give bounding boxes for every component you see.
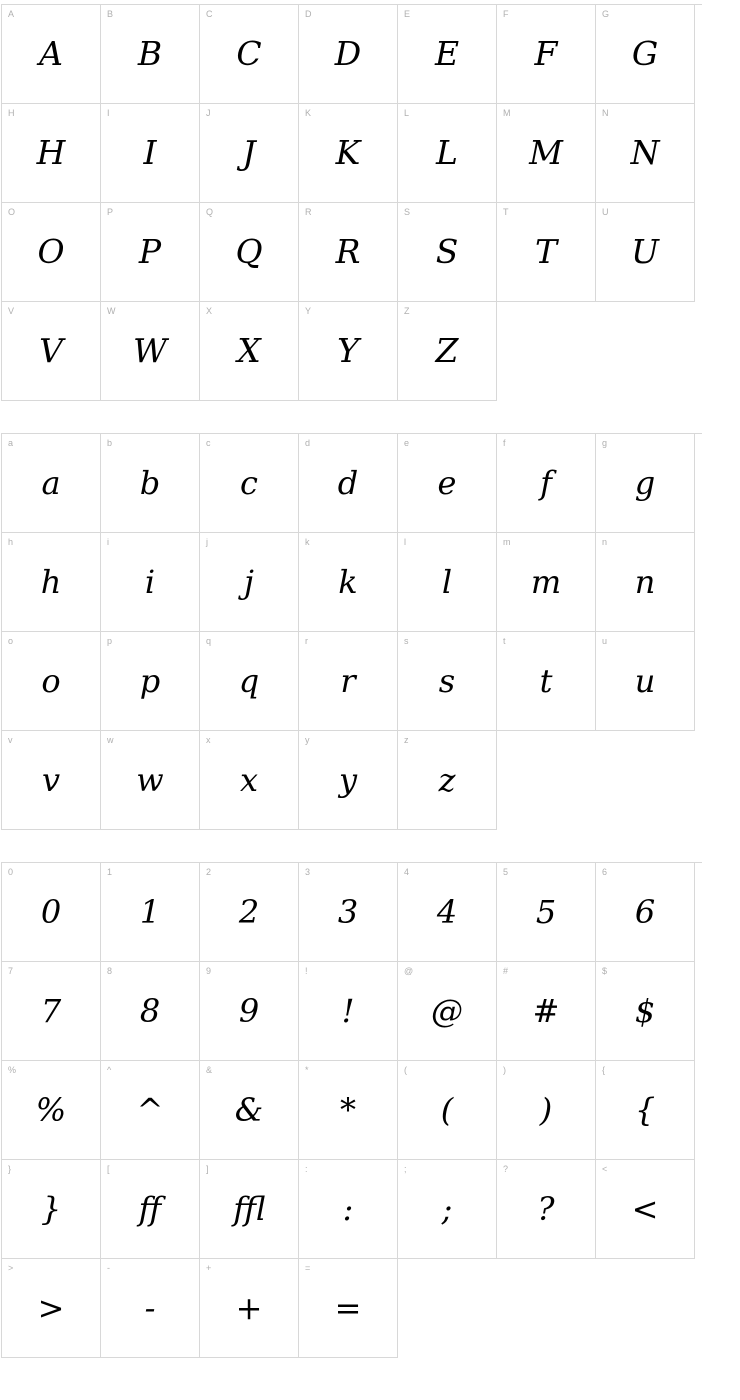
glyph-code-label: 6 bbox=[602, 867, 608, 877]
glyph-code-label: 5 bbox=[503, 867, 509, 877]
glyph-cell[interactable] bbox=[200, 962, 299, 1061]
glyph-character: J bbox=[242, 133, 256, 172]
glyph-code-label: Q bbox=[206, 207, 214, 217]
glyph-cell[interactable] bbox=[596, 533, 695, 632]
glyph-cell[interactable] bbox=[398, 632, 497, 731]
glyph-code-label: s bbox=[404, 636, 409, 646]
glyph-cell[interactable] bbox=[299, 104, 398, 203]
glyph-code-label: u bbox=[602, 636, 608, 646]
glyph-cell[interactable] bbox=[200, 434, 299, 533]
glyph-character: w bbox=[136, 761, 164, 799]
glyph-character: ffl bbox=[233, 1190, 265, 1228]
glyph-code-label: } bbox=[8, 1164, 12, 1174]
glyph-cell[interactable] bbox=[2, 962, 101, 1061]
glyph-code-label: W bbox=[107, 306, 116, 316]
glyph-cell[interactable] bbox=[299, 962, 398, 1061]
lowercase-glyph-grid bbox=[1, 433, 702, 830]
glyph-code-label: J bbox=[206, 108, 211, 118]
glyph-code-label: C bbox=[206, 9, 213, 19]
glyph-cell[interactable] bbox=[398, 5, 497, 104]
glyph-cell[interactable] bbox=[497, 434, 596, 533]
glyph-character: } bbox=[40, 1190, 62, 1228]
glyph-character: 9 bbox=[238, 992, 260, 1030]
glyph-character: b bbox=[139, 464, 161, 502]
glyph-cell[interactable] bbox=[398, 863, 497, 962]
glyph-cell[interactable] bbox=[299, 632, 398, 731]
glyph-code-label: ? bbox=[503, 1164, 509, 1174]
glyph-character: 0 bbox=[40, 893, 62, 931]
glyph-character: o bbox=[41, 662, 61, 700]
glyph-character: 7 bbox=[40, 992, 62, 1030]
glyph-character: * bbox=[340, 1091, 356, 1129]
glyph-character: R bbox=[335, 232, 361, 271]
glyph-cell[interactable] bbox=[398, 1160, 497, 1259]
glyph-character: I bbox=[143, 133, 157, 172]
glyph-code-label: w bbox=[107, 735, 114, 745]
glyph-character: 6 bbox=[634, 893, 656, 931]
glyph-cell[interactable] bbox=[497, 203, 596, 302]
glyph-character: N bbox=[630, 133, 660, 172]
glyph-code-label: 8 bbox=[107, 966, 113, 976]
glyph-code-label: E bbox=[404, 9, 411, 19]
glyph-cell[interactable] bbox=[101, 863, 200, 962]
glyph-cell[interactable] bbox=[398, 533, 497, 632]
glyph-code-label: @ bbox=[404, 966, 414, 976]
glyph-cell[interactable] bbox=[101, 5, 200, 104]
glyph-cell[interactable] bbox=[497, 632, 596, 731]
glyph-code-label: p bbox=[107, 636, 113, 646]
glyph-character: ) bbox=[539, 1091, 553, 1129]
glyph-cell[interactable] bbox=[398, 434, 497, 533]
glyph-character: r bbox=[340, 662, 356, 700]
glyph-cell[interactable] bbox=[299, 203, 398, 302]
glyph-code-label: 1 bbox=[107, 867, 113, 877]
glyph-code-label: H bbox=[8, 108, 15, 118]
glyph-cell[interactable] bbox=[398, 731, 497, 830]
glyph-code-label: % bbox=[8, 1065, 17, 1075]
glyph-cell[interactable] bbox=[101, 962, 200, 1061]
glyph-cell[interactable] bbox=[2, 863, 101, 962]
glyph-character: B bbox=[137, 34, 163, 73]
glyph-cell[interactable] bbox=[2, 434, 101, 533]
glyph-cell[interactable] bbox=[299, 5, 398, 104]
glyph-cell[interactable] bbox=[2, 1259, 101, 1358]
glyph-code-label: y bbox=[305, 735, 310, 745]
glyph-character: < bbox=[631, 1190, 659, 1228]
glyph-character: { bbox=[634, 1091, 656, 1129]
glyph-cell[interactable] bbox=[200, 1259, 299, 1358]
glyph-character: u bbox=[634, 662, 656, 700]
glyph-character: l bbox=[441, 563, 453, 601]
glyph-code-label: 2 bbox=[206, 867, 212, 877]
glyph-character: L bbox=[436, 133, 458, 172]
glyph-cell[interactable] bbox=[200, 203, 299, 302]
glyph-code-label: X bbox=[206, 306, 213, 316]
glyph-code-label: 4 bbox=[404, 867, 410, 877]
glyph-cell[interactable] bbox=[101, 1160, 200, 1259]
glyph-code-label: i bbox=[107, 537, 110, 547]
glyph-code-label: n bbox=[602, 537, 608, 547]
glyph-code-label: I bbox=[107, 108, 110, 118]
glyph-character: U bbox=[631, 232, 659, 271]
glyph-code-label: ! bbox=[305, 966, 308, 976]
uppercase-glyph-grid bbox=[1, 4, 702, 401]
glyph-code-label: ; bbox=[404, 1164, 407, 1174]
glyph-code-label: { bbox=[602, 1065, 606, 1075]
glyph-cell[interactable] bbox=[200, 104, 299, 203]
glyph-code-label: + bbox=[206, 1263, 212, 1273]
glyph-code-label: 9 bbox=[206, 966, 212, 976]
glyph-code-label: m bbox=[503, 537, 511, 547]
glyph-cell[interactable] bbox=[497, 104, 596, 203]
glyph-character: K bbox=[335, 133, 361, 172]
glyph-character: W bbox=[133, 331, 167, 370]
glyph-character: @ bbox=[431, 992, 463, 1030]
glyph-character: : bbox=[342, 1190, 354, 1228]
glyph-code-label: G bbox=[602, 9, 610, 19]
glyph-cell[interactable] bbox=[200, 5, 299, 104]
glyph-character: % bbox=[35, 1091, 67, 1129]
glyph-character: p bbox=[139, 662, 161, 700]
glyph-cell[interactable] bbox=[200, 863, 299, 962]
glyph-character: F bbox=[534, 34, 558, 73]
glyph-character: M bbox=[529, 133, 563, 172]
glyph-character: D bbox=[334, 34, 362, 73]
glyph-character: y bbox=[338, 761, 358, 799]
glyph-code-label: f bbox=[503, 438, 506, 448]
glyph-code-label: * bbox=[305, 1065, 309, 1075]
glyph-character: A bbox=[39, 34, 63, 73]
glyph-character: O bbox=[37, 232, 65, 271]
glyph-character: ff bbox=[138, 1190, 162, 1228]
glyph-cell[interactable] bbox=[398, 1061, 497, 1160]
glyph-cell[interactable] bbox=[2, 5, 101, 104]
glyph-character: > bbox=[37, 1289, 65, 1327]
uppercase-section bbox=[0, 4, 740, 401]
glyph-cell[interactable] bbox=[101, 1259, 200, 1358]
glyph-cell[interactable] bbox=[398, 962, 497, 1061]
glyph-cell[interactable] bbox=[596, 104, 695, 203]
section-spacer-2 bbox=[0, 830, 740, 862]
glyph-cell[interactable] bbox=[2, 302, 101, 401]
glyph-code-label: l bbox=[404, 537, 407, 547]
glyph-code-label: & bbox=[206, 1065, 213, 1075]
glyph-character: x bbox=[239, 761, 259, 799]
glyph-code-label: ( bbox=[404, 1065, 408, 1075]
glyph-cell[interactable] bbox=[101, 302, 200, 401]
glyph-character: i bbox=[144, 563, 156, 601]
glyph-code-label: T bbox=[503, 207, 509, 217]
glyph-cell[interactable] bbox=[101, 434, 200, 533]
glyph-character: ? bbox=[537, 1190, 555, 1228]
glyph-code-label: P bbox=[107, 207, 114, 217]
glyph-cell[interactable] bbox=[200, 1160, 299, 1259]
glyph-cell[interactable] bbox=[398, 104, 497, 203]
glyph-cell[interactable] bbox=[299, 1259, 398, 1358]
glyph-cell[interactable] bbox=[2, 632, 101, 731]
glyph-cell[interactable] bbox=[299, 863, 398, 962]
glyph-cell[interactable] bbox=[101, 632, 200, 731]
glyph-character: # bbox=[532, 992, 560, 1030]
glyph-character: s bbox=[438, 662, 456, 700]
glyph-code-label: > bbox=[8, 1263, 14, 1273]
glyph-code-label: < bbox=[602, 1164, 608, 1174]
glyph-cell[interactable] bbox=[497, 1160, 596, 1259]
glyph-code-label: N bbox=[602, 108, 609, 118]
glyph-code-label: R bbox=[305, 207, 312, 217]
glyph-character: T bbox=[534, 232, 557, 271]
glyph-cell[interactable] bbox=[497, 5, 596, 104]
glyph-cell[interactable] bbox=[497, 1061, 596, 1160]
glyph-character: 2 bbox=[238, 893, 260, 931]
glyph-code-label: 3 bbox=[305, 867, 311, 877]
glyph-code-label: B bbox=[107, 9, 114, 19]
glyph-cell[interactable] bbox=[596, 632, 695, 731]
glyph-code-label: $ bbox=[602, 966, 608, 976]
glyph-cell[interactable] bbox=[2, 731, 101, 830]
glyph-cell[interactable] bbox=[596, 962, 695, 1061]
glyph-cell[interactable] bbox=[596, 203, 695, 302]
glyph-cell[interactable] bbox=[299, 434, 398, 533]
glyph-character: & bbox=[234, 1091, 264, 1129]
glyph-character: S bbox=[435, 232, 459, 271]
glyph-character: m bbox=[530, 563, 562, 601]
symbols-glyph-grid bbox=[1, 862, 702, 1358]
glyph-cell[interactable] bbox=[200, 632, 299, 731]
glyph-character: 3 bbox=[337, 893, 359, 931]
glyph-cell[interactable] bbox=[299, 302, 398, 401]
glyph-character: ( bbox=[440, 1091, 454, 1129]
glyph-character: q bbox=[238, 662, 260, 700]
glyph-character: ! bbox=[341, 992, 355, 1030]
glyph-character: d bbox=[337, 464, 359, 502]
glyph-character: Z bbox=[435, 331, 459, 370]
glyph-character: V bbox=[39, 331, 63, 370]
glyph-code-label: U bbox=[602, 207, 609, 217]
glyph-cell[interactable] bbox=[101, 104, 200, 203]
glyph-code-label: M bbox=[503, 108, 511, 118]
glyph-character: X bbox=[237, 331, 261, 370]
glyph-character: k bbox=[338, 563, 358, 601]
glyph-character: P bbox=[138, 232, 162, 271]
glyph-code-label: : bbox=[305, 1164, 308, 1174]
glyph-code-label: z bbox=[404, 735, 409, 745]
glyph-code-label: j bbox=[206, 537, 209, 547]
glyph-cell[interactable] bbox=[101, 533, 200, 632]
glyph-code-label: D bbox=[305, 9, 312, 19]
glyph-code-label: A bbox=[8, 9, 15, 19]
glyph-code-label: b bbox=[107, 438, 113, 448]
glyph-cell[interactable] bbox=[2, 1160, 101, 1259]
glyph-code-label: [ bbox=[107, 1164, 110, 1174]
glyph-code-label: g bbox=[602, 438, 608, 448]
glyph-code-label: c bbox=[206, 438, 211, 448]
glyph-cell[interactable] bbox=[299, 533, 398, 632]
glyph-character: H bbox=[36, 133, 66, 172]
glyph-character: 5 bbox=[535, 893, 557, 931]
glyph-cell[interactable] bbox=[398, 203, 497, 302]
glyph-code-label: e bbox=[404, 438, 410, 448]
glyph-character: 8 bbox=[139, 992, 161, 1030]
glyph-cell[interactable] bbox=[101, 731, 200, 830]
glyph-code-label: t bbox=[503, 636, 506, 646]
glyph-character: n bbox=[634, 563, 656, 601]
glyph-character: a bbox=[41, 464, 61, 502]
glyph-character: c bbox=[240, 464, 258, 502]
glyph-code-label: r bbox=[305, 636, 309, 646]
glyph-character: + bbox=[235, 1289, 263, 1327]
glyph-code-label: k bbox=[305, 537, 310, 547]
glyph-code-label: = bbox=[305, 1263, 311, 1273]
glyph-code-label: K bbox=[305, 108, 312, 118]
glyph-code-label: q bbox=[206, 636, 212, 646]
glyph-character: f bbox=[540, 464, 552, 502]
glyph-character: E bbox=[434, 34, 460, 73]
glyph-character: h bbox=[40, 563, 62, 601]
glyph-cell[interactable] bbox=[299, 1061, 398, 1160]
glyph-character: 1 bbox=[139, 893, 161, 931]
glyph-code-label: x bbox=[206, 735, 211, 745]
glyph-cell[interactable] bbox=[596, 1061, 695, 1160]
glyph-code-label: o bbox=[8, 636, 14, 646]
glyph-cell[interactable] bbox=[497, 863, 596, 962]
glyph-code-label: v bbox=[8, 735, 13, 745]
glyph-cell[interactable] bbox=[200, 533, 299, 632]
glyph-cell[interactable] bbox=[596, 863, 695, 962]
glyph-code-label: ^ bbox=[107, 1065, 112, 1075]
glyph-character: C bbox=[236, 34, 262, 73]
lowercase-section bbox=[0, 433, 740, 830]
glyph-character: e bbox=[437, 464, 457, 502]
glyph-code-label: h bbox=[8, 537, 14, 547]
glyph-code-label: Z bbox=[404, 306, 410, 316]
glyph-cell[interactable] bbox=[2, 533, 101, 632]
glyph-character: t bbox=[539, 662, 553, 700]
glyph-code-label: Y bbox=[305, 306, 312, 316]
glyph-cell[interactable] bbox=[497, 962, 596, 1061]
glyph-cell[interactable] bbox=[2, 203, 101, 302]
glyph-cell[interactable] bbox=[2, 1061, 101, 1160]
glyph-code-label: ] bbox=[206, 1164, 209, 1174]
symbols-section bbox=[0, 862, 740, 1358]
glyph-character: j bbox=[244, 563, 254, 601]
glyph-code-label: F bbox=[503, 9, 509, 19]
glyph-code-label: 0 bbox=[8, 867, 14, 877]
glyph-character: z bbox=[438, 761, 456, 799]
glyph-character: v bbox=[41, 761, 61, 799]
glyph-cell[interactable] bbox=[200, 731, 299, 830]
glyph-code-label: ) bbox=[503, 1065, 507, 1075]
glyph-cell[interactable] bbox=[101, 1061, 200, 1160]
glyph-cell[interactable] bbox=[596, 5, 695, 104]
glyph-cell[interactable] bbox=[200, 302, 299, 401]
glyph-character: Q bbox=[235, 232, 263, 271]
glyph-code-label: - bbox=[107, 1263, 111, 1273]
glyph-character: $ bbox=[634, 992, 656, 1030]
glyph-cell[interactable] bbox=[101, 203, 200, 302]
glyph-cell[interactable] bbox=[596, 1160, 695, 1259]
glyph-code-label: a bbox=[8, 438, 14, 448]
glyph-character: g bbox=[634, 464, 656, 502]
glyph-character: ; bbox=[441, 1190, 453, 1228]
glyph-cell[interactable] bbox=[2, 104, 101, 203]
glyph-code-label: L bbox=[404, 108, 410, 118]
glyph-code-label: O bbox=[8, 207, 16, 217]
glyph-character: ^ bbox=[136, 1091, 164, 1129]
glyph-code-label: S bbox=[404, 207, 411, 217]
glyph-code-label: d bbox=[305, 438, 311, 448]
glyph-cell[interactable] bbox=[200, 1061, 299, 1160]
glyph-cell[interactable] bbox=[596, 434, 695, 533]
glyph-character: 4 bbox=[436, 893, 458, 931]
glyph-cell[interactable] bbox=[497, 533, 596, 632]
glyph-character: - bbox=[144, 1289, 156, 1327]
glyph-cell[interactable] bbox=[299, 731, 398, 830]
glyph-code-label: # bbox=[503, 966, 509, 976]
glyph-code-label: V bbox=[8, 306, 15, 316]
glyph-cell[interactable] bbox=[398, 302, 497, 401]
section-spacer-1 bbox=[0, 401, 740, 433]
glyph-character: G bbox=[631, 34, 659, 73]
glyph-code-label: 7 bbox=[8, 966, 14, 976]
glyph-character: Y bbox=[337, 331, 359, 370]
glyph-character: = bbox=[334, 1289, 362, 1327]
glyph-cell[interactable] bbox=[299, 1160, 398, 1259]
